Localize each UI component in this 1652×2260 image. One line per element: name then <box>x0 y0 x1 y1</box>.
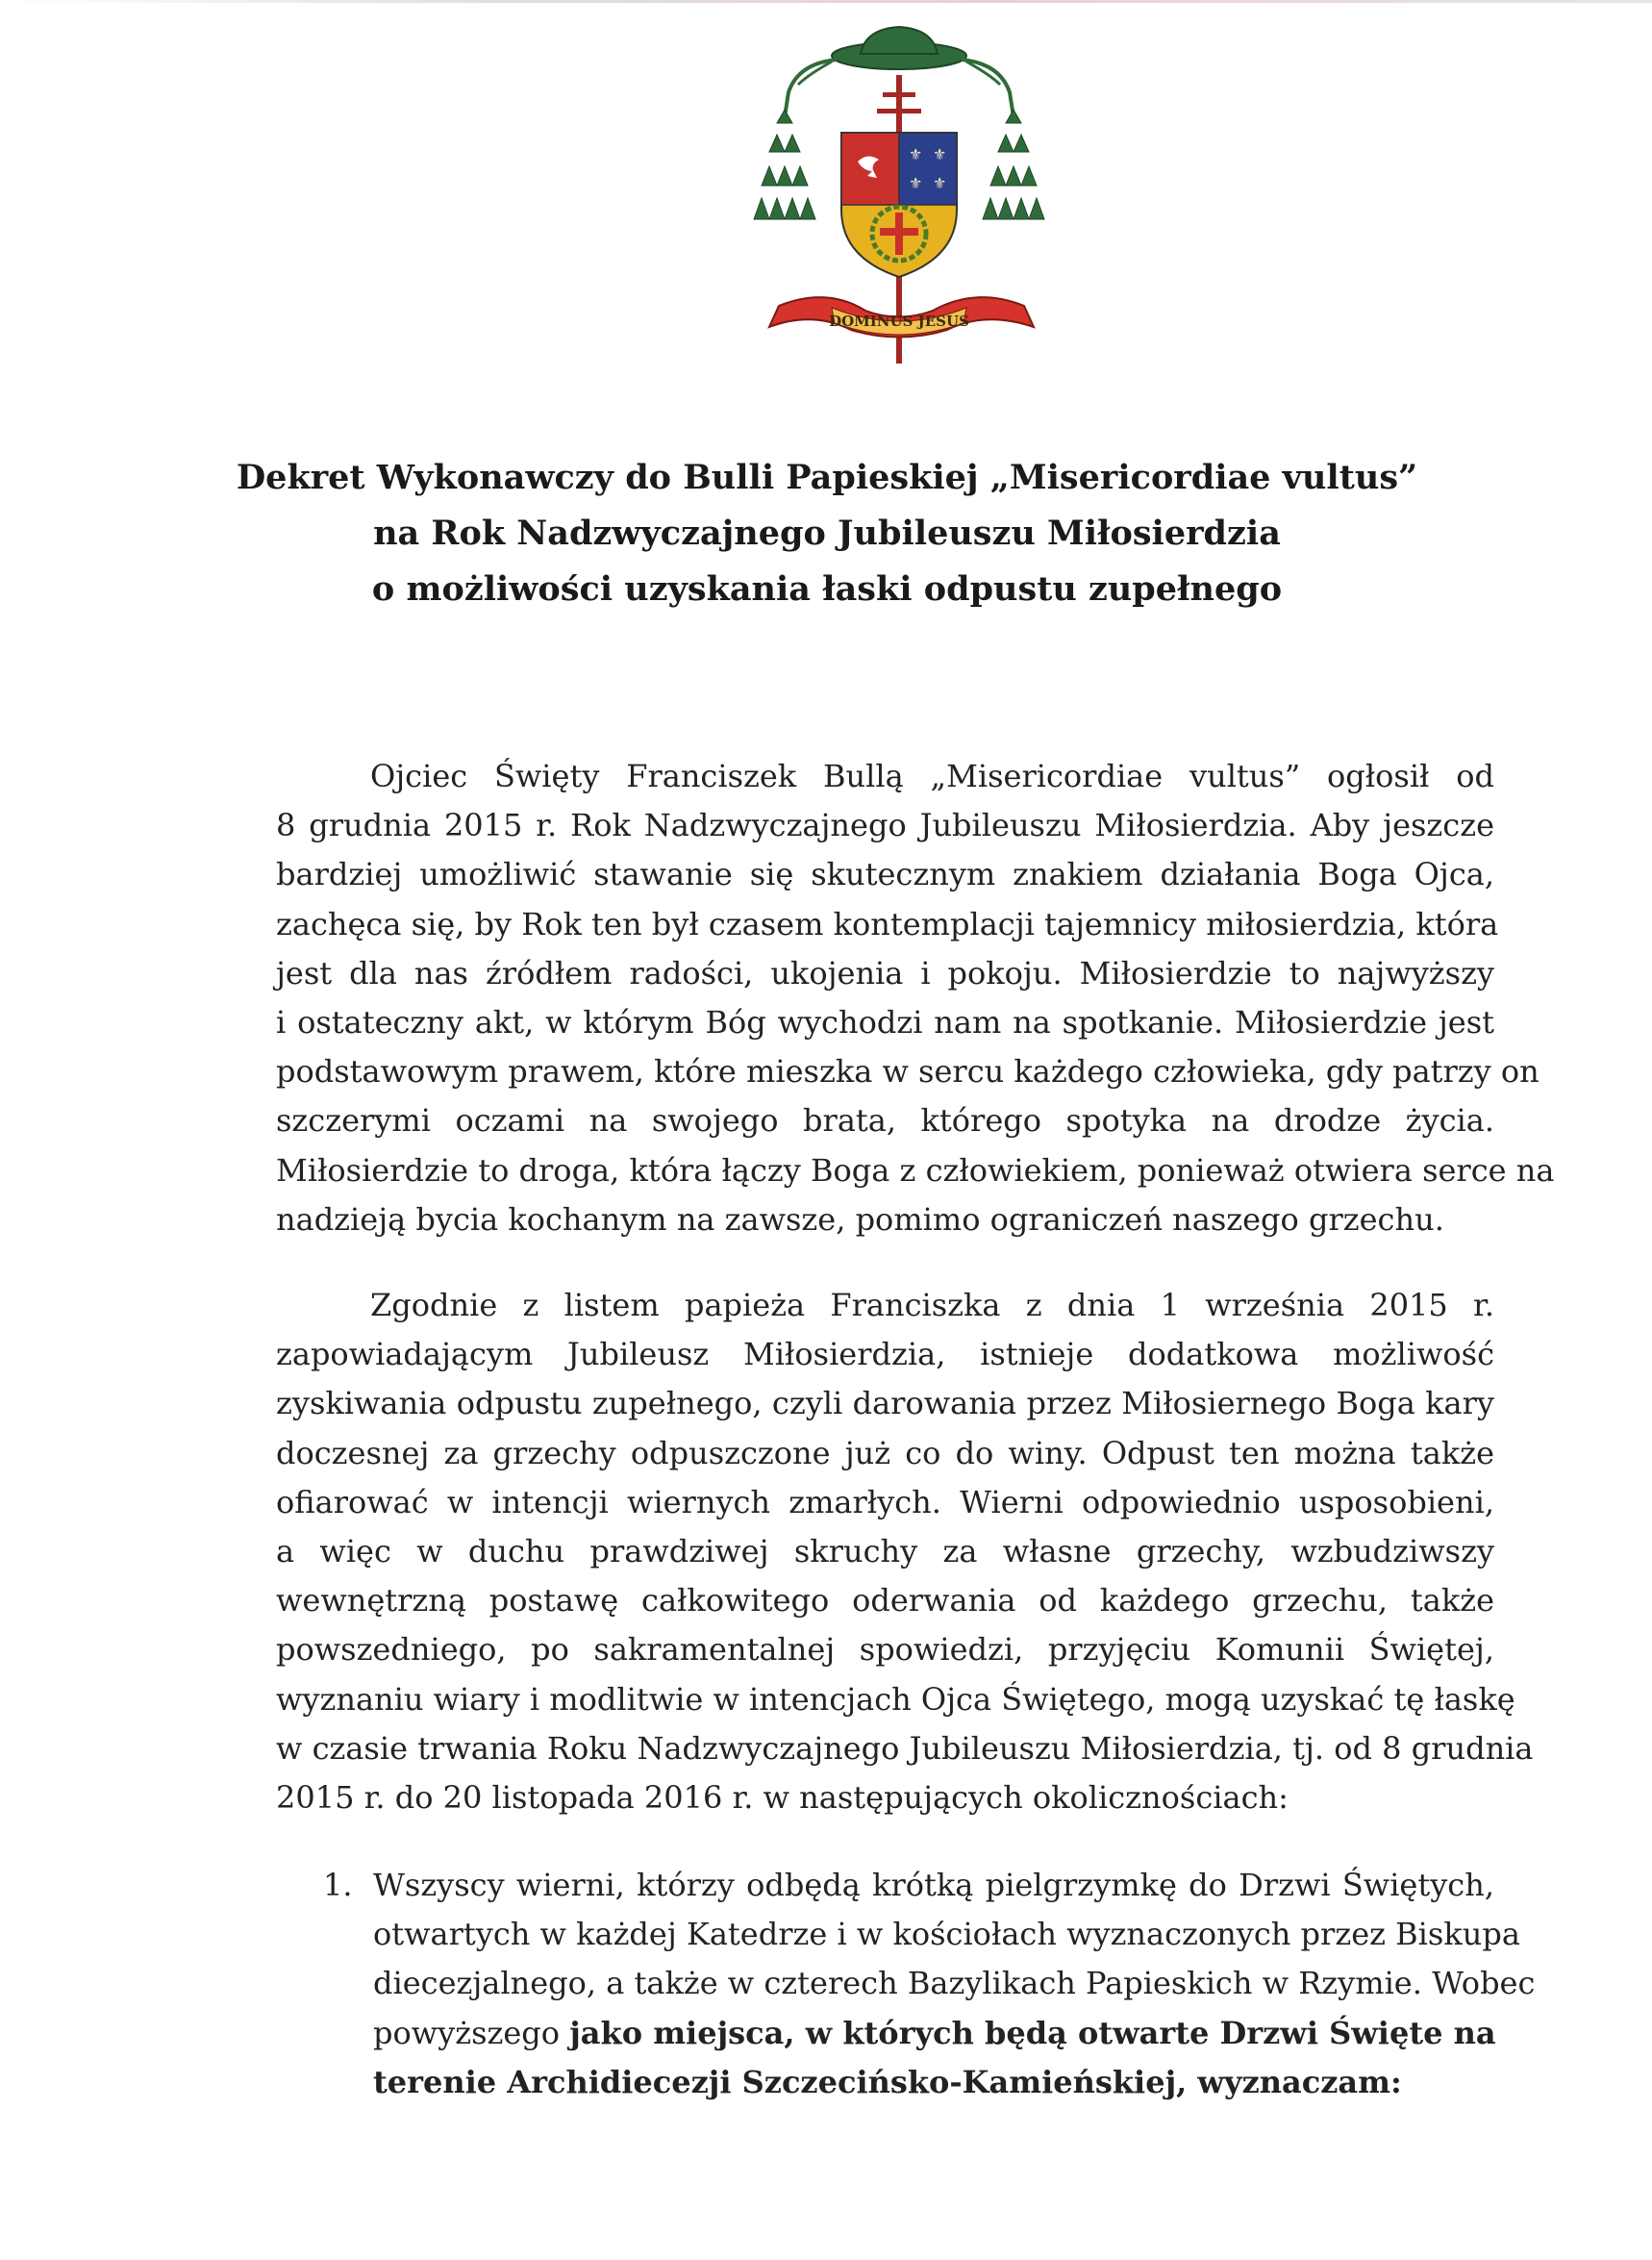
document-title <box>192 450 1462 617</box>
list-item-line: Wszyscy wierni, którzy odbędą krótką pielgrzymkę do Drzwi Świętych, <box>373 1867 1494 1903</box>
paragraph-line: ofiarować w intencji wiernych zmarłych. Wierni odpowiednio usposobieni, <box>276 1483 1494 1520</box>
paragraph-line: bardziej umożliwić stawanie się skutecznym znakiem działania Boga Ojca, <box>276 856 1494 893</box>
list-item-line: diecezjalnego, a także w czterech Bazylikach Papieskich w Rzymie. Wobec <box>373 1965 1536 2002</box>
paragraph-line: Miłosierdzie to droga, która łączy Boga z człowiekiem, ponieważ otwiera serce na <box>276 1151 1555 1189</box>
paragraph-line: zyskiwania odpustu zupełnego, czyli darowania przez Miłosiernego Boga kary <box>276 1385 1494 1422</box>
svg-text:⚜: ⚜ <box>909 174 923 192</box>
list-item-bold-text: jako miejsca, w których będą otwarte Drzwi Święte na <box>569 2014 1496 2051</box>
paragraph-line: w czasie trwania Roku Nadzwyczajnego Jubileuszu Miłosierdzia, tj. od 8 grudnia <box>276 1729 1534 1767</box>
coat-motto-text: DOMINUS JESUS <box>829 313 969 330</box>
title-line-3: o możliwości uzyskania łaski odpustu zupełnego <box>371 569 1283 609</box>
list-item-body <box>373 1861 1536 2107</box>
paragraph-line: podstawowym prawem, które mieszka w sercu każdego człowieka, gdy patrzy on <box>276 1053 1539 1091</box>
paragraph-line: zapowiadającym Jubileusz Miłosierdzia, istnieje dodatkowa możliwość <box>276 1336 1494 1373</box>
paragraph-line: jest dla nas źródłem radości, ukojenia i pokoju. Miłosierdzie to najwyższy <box>276 954 1494 992</box>
paragraph-line: wyznaniu wiary i modlitwie w intencjach Ojca Świętego, mogą uzyskać tę łaskę <box>276 1680 1515 1718</box>
title-line-2: na Rok Nadzwyczajnego Jubileuszu Miłosierdzia <box>373 514 1281 553</box>
scan-artifact-line <box>0 0 1652 3</box>
list-item-bold-line: terenie Archidiecezji Szczecińsko-Kamieńskiej, wyznaczam: <box>373 2063 1402 2100</box>
paragraph-line: powszedniego, po sakramentalnej spowiedzi, przyjęciu Komunii Świętej, <box>276 1631 1494 1669</box>
paragraph-indulgence <box>276 1281 1534 1822</box>
paragraph-line: Ojciec Święty Franciszek Bullą „Misericordiae vultus” ogłosił od <box>370 758 1494 794</box>
title-line-1: Dekret Wykonawczy do Bulli Papieskiej „Misericordiae vultus” <box>236 458 1418 497</box>
paragraph-line: 2015 r. do 20 listopada 2016 r. w następujących okolicznościach: <box>276 1779 1289 1817</box>
paragraph-line: Zgodnie z listem papieża Franciszka z dnia 1 września 2015 r. <box>370 1287 1494 1323</box>
paragraph-line: zachęca się, by Rok ten był czasem kontemplacji tajemnicy miłosierdzia, która <box>276 905 1499 942</box>
list-item-line: otwartych w każdej Katedrze i w kościołach wyznaczonych przez Biskupa <box>373 1916 1520 1953</box>
paragraph-intro <box>276 752 1555 1244</box>
svg-text:⚜: ⚜ <box>933 145 947 163</box>
list-item-number: 1. <box>323 1867 353 1903</box>
numbered-list-item-1 <box>323 1861 1536 2107</box>
paragraph-line: szczerymi oczami na swojego brata, którego spotyka na drodze życia. <box>276 1102 1494 1140</box>
svg-text:⚜: ⚜ <box>909 145 923 163</box>
paragraph-line: a więc w duchu prawdziwej skruchy za własne grzechy, wzbudziwszy <box>276 1533 1494 1570</box>
paragraph-line: doczesnej za grzechy odpuszczone już co do winy. Odpust ten można także <box>276 1434 1494 1471</box>
paragraph-line: nadzieją bycia kochanym na zawsze, pomimo ograniczeń naszego grzechu. <box>276 1200 1444 1238</box>
paragraph-line: wewnętrzną postawę całkowitego oderwania od każdego grzechu, także <box>276 1582 1494 1620</box>
coat-of-arms-emblem <box>740 17 1058 368</box>
list-item-normal-text: powyższego <box>373 2014 570 2051</box>
svg-text:⚜: ⚜ <box>933 174 947 192</box>
paragraph-line: 8 grudnia 2015 r. Rok Nadzwyczajnego Jubileuszu Miłosierdzia. Aby jeszcze <box>276 807 1494 844</box>
paragraph-line: i ostateczny akt, w którym Bóg wychodzi nam na spotkanie. Miłosierdzie jest <box>276 1004 1494 1042</box>
list-item-line-mixed <box>373 2009 1494 2058</box>
